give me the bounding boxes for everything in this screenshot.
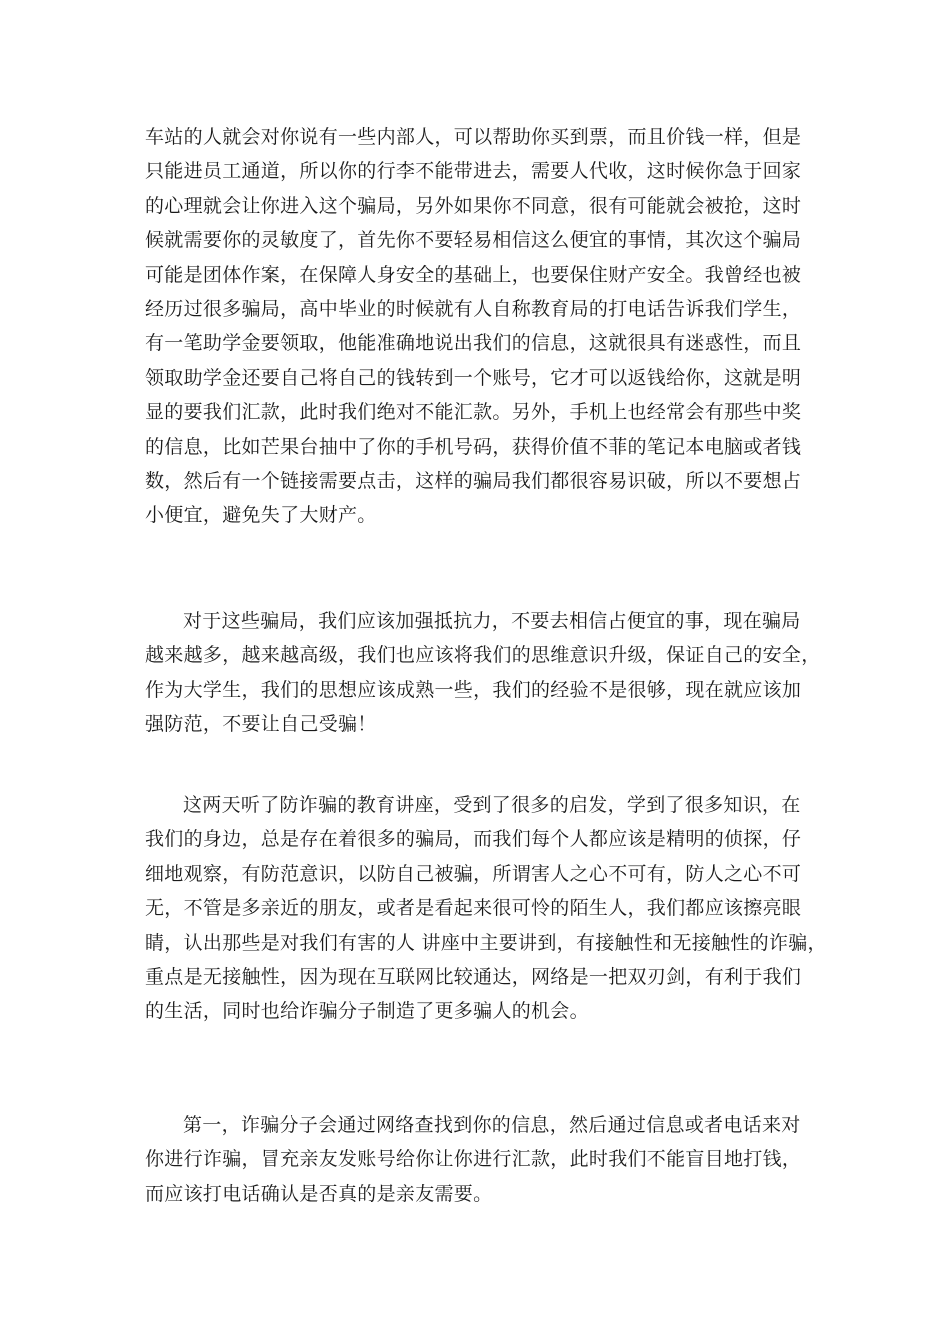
text-line: 我们的身边，总是存在着很多的骗局，而我们每个人都应该是精明的侦探，仔	[145, 828, 802, 851]
text-line: 领取助学金还要自己将自己的钱转到一个账号，它才可以返钱给你，这就是明	[145, 366, 802, 389]
text-line: 越来越多，越来越高级，我们也应该将我们的思维意识升级，保证自己的安全，	[145, 644, 821, 667]
text-line: 候就需要你的灵敏度了，首先你不要轻易相信这么便宜的事情，其次这个骗局	[145, 229, 802, 252]
text-line: 车站的人就会对你说有一些内部人，可以帮助你买到票，而且价钱一样，但是	[145, 126, 802, 148]
paragraph-4	[145, 1108, 825, 1211]
text-line: 有一笔助学金要领取，他能准确地说出我们的信息，这就很具有迷惑性，而且	[145, 332, 802, 355]
text-line: 可能是团体作案，在保障人身安全的基础上，也要保住财产安全。我曾经也被	[145, 263, 802, 286]
text-line: 的心理就会让你进入这个骗局，另外如果你不同意，很有可能就会被抢，这时	[145, 194, 802, 217]
text-line: 睛，认出那些是对我们有害的人 讲座中主要讲到，有接触性和无接触性的诈骗，	[145, 931, 827, 954]
paragraph-1	[145, 120, 825, 533]
text-line: 你进行诈骗，冒充亲友发账号给你让你进行汇款，此时我们不能盲目地打钱，	[145, 1148, 802, 1171]
text-line: 细地观察，有防范意识，以防自己被骗，所谓害人之心不可有，防人之心不可	[145, 862, 802, 885]
text-line: 小便宜，避免失了大财产。	[145, 504, 377, 527]
text-line-indented: 这两天听了防诈骗的教育讲座，受到了很多的启发，学到了很多知识，在	[183, 794, 801, 816]
text-line: 强防范，不要让自己受骗！	[145, 713, 377, 736]
text-line: 无，不管是多亲近的朋友，或者是看起来很可怜的陌生人，我们都应该擦亮眼	[145, 897, 802, 920]
text-line: 作为大学生，我们的思想应该成熟一些，我们的经验不是很够，现在就应该加	[145, 678, 802, 701]
text-line: 重点是无接触性，因为现在互联网比较通达，网络是一把双刃剑，有利于我们	[145, 965, 802, 988]
text-line: 而应该打电话确认是否真的是亲友需要。	[145, 1182, 493, 1205]
paragraph-2	[145, 604, 825, 742]
text-line-indented: 第一，诈骗分子会通过网络查找到你的信息，然后通过信息或者电话来对	[183, 1114, 801, 1136]
text-line: 的信息，比如芒果台抽中了你的手机号码，获得价值不菲的笔记本电脑或者钱	[145, 435, 802, 458]
text-line: 显的要我们汇款，此时我们绝对不能汇款。另外，手机上也经常会有那些中奖	[145, 401, 802, 424]
text-line: 的生活，同时也给诈骗分子制造了更多骗人的机会。	[145, 1000, 589, 1023]
text-line: 经历过很多骗局，高中毕业的时候就有人自称教育局的打电话告诉我们学生，	[145, 297, 802, 320]
paragraph-3	[145, 788, 825, 1029]
text-line-indented: 对于这些骗局，我们应该加强抵抗力，不要去相信占便宜的事，现在骗局	[183, 610, 801, 632]
text-line: 数，然后有一个链接需要点击，这样的骗局我们都很容易识破，所以不要想占	[145, 469, 802, 492]
text-line: 只能进员工通道，所以你的行李不能带进去，需要人代收，这时候你急于回家	[145, 160, 802, 183]
